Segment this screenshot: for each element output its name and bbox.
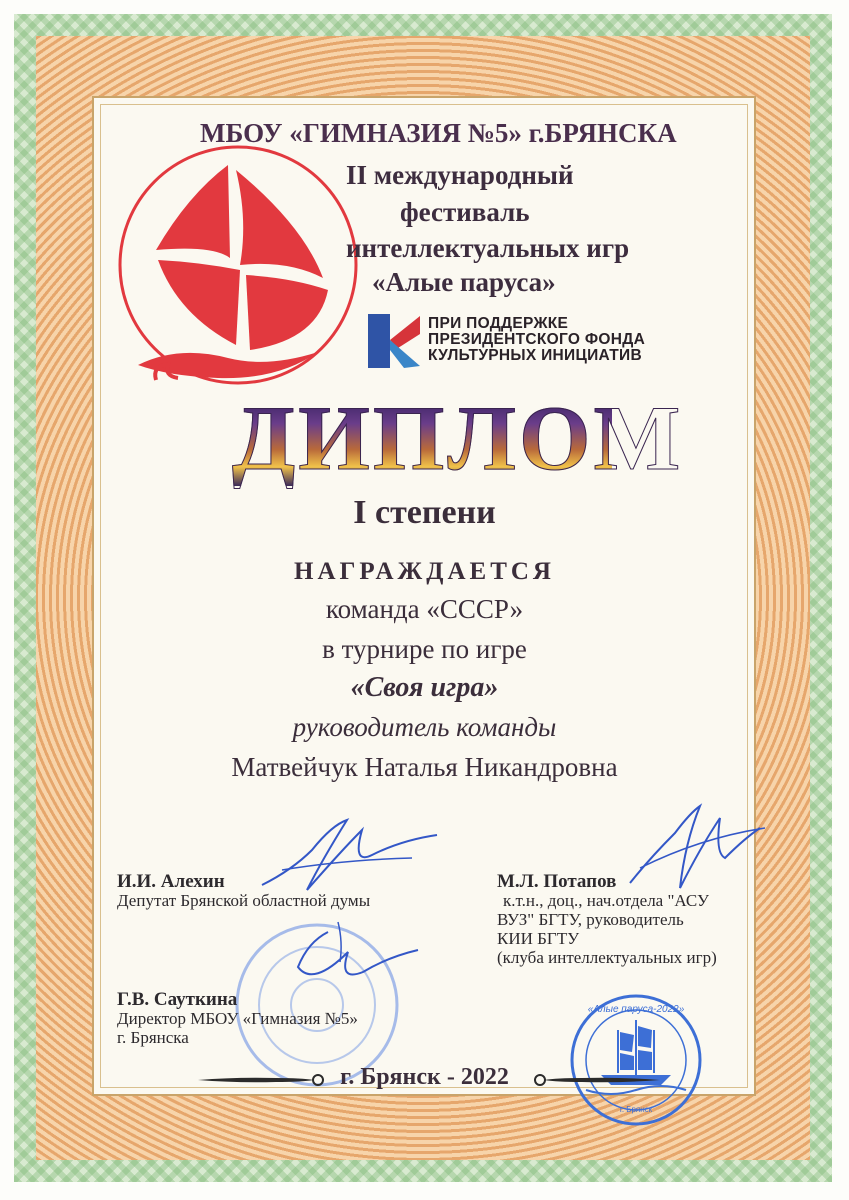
potapov-name: М.Л. Потапов	[497, 871, 617, 892]
potapov-role-line-2: ВУЗ" БГТУ, руководитель	[497, 910, 684, 929]
festival-line-2: фестиваль	[400, 197, 530, 227]
tournament-line: в турнире по игре	[322, 634, 527, 664]
alekhin-name: И.И. Алехин	[117, 871, 225, 892]
festival-line-3: интеллектуальных игр	[346, 233, 630, 263]
team-name: команда «СССР»	[325, 594, 524, 624]
festival-line-1: II международный	[346, 160, 574, 190]
city-year: г. Брянск - 2022	[340, 1064, 509, 1090]
scarlet-sails-logo-icon	[118, 140, 358, 400]
diploma-degree: I степени	[353, 494, 496, 531]
school-name: МБОУ «ГИМНАЗИЯ №5» г.БРЯНСКА	[200, 118, 677, 148]
festival-name: «Алые паруса»	[372, 267, 556, 297]
alekhin-role: Депутат Брянской областной думы	[117, 891, 371, 910]
game-name: «Своя игра»	[350, 672, 499, 703]
awarded-heading: НАГРАЖДАЕТСЯ	[294, 558, 555, 585]
leader-title: руководитель команды	[292, 712, 557, 742]
sautkina-signature-icon	[268, 912, 428, 1002]
leader-name: Матвейчук Наталья Никандровна	[231, 752, 618, 782]
festival-seal-icon	[566, 990, 706, 1130]
right-quill-flourish-icon	[532, 1068, 662, 1092]
support-line-2: ПРЕЗИДЕНТСКОГО ФОНДА	[428, 331, 646, 348]
sautkina-role-line-1: Директор МБОУ «Гимназия №5»	[117, 1009, 358, 1028]
signatory-sautkina	[117, 990, 447, 1047]
sautkina-role-line-2: г. Брянска	[117, 1028, 189, 1047]
support-line-3: КУЛЬТУРНЫХ ИНИЦИАТИВ	[428, 347, 642, 364]
signatory-potapov	[497, 872, 767, 967]
seal-bottom-text: г. Брянск	[619, 1105, 653, 1114]
diploma-title: ДИПЛОМ	[232, 387, 684, 489]
seal-top-text: «Алые паруса-2022»	[587, 1004, 685, 1015]
potapov-role-line-1: к.т.н., доц., нач.отдела "АСУ	[503, 891, 709, 910]
potapov-role-line-3: КИИ БГТУ	[497, 929, 580, 948]
potapov-role-line-4: (клуба интеллектуальных игр)	[497, 948, 717, 967]
support-line-1: ПРИ ПОДДЕРЖКЕ	[428, 315, 569, 332]
support-text	[428, 316, 728, 364]
signatory-alekhin	[117, 872, 457, 910]
sautkina-name: Г.В. Сауткина	[117, 989, 238, 1010]
presidential-fund-logo-icon	[364, 312, 422, 370]
